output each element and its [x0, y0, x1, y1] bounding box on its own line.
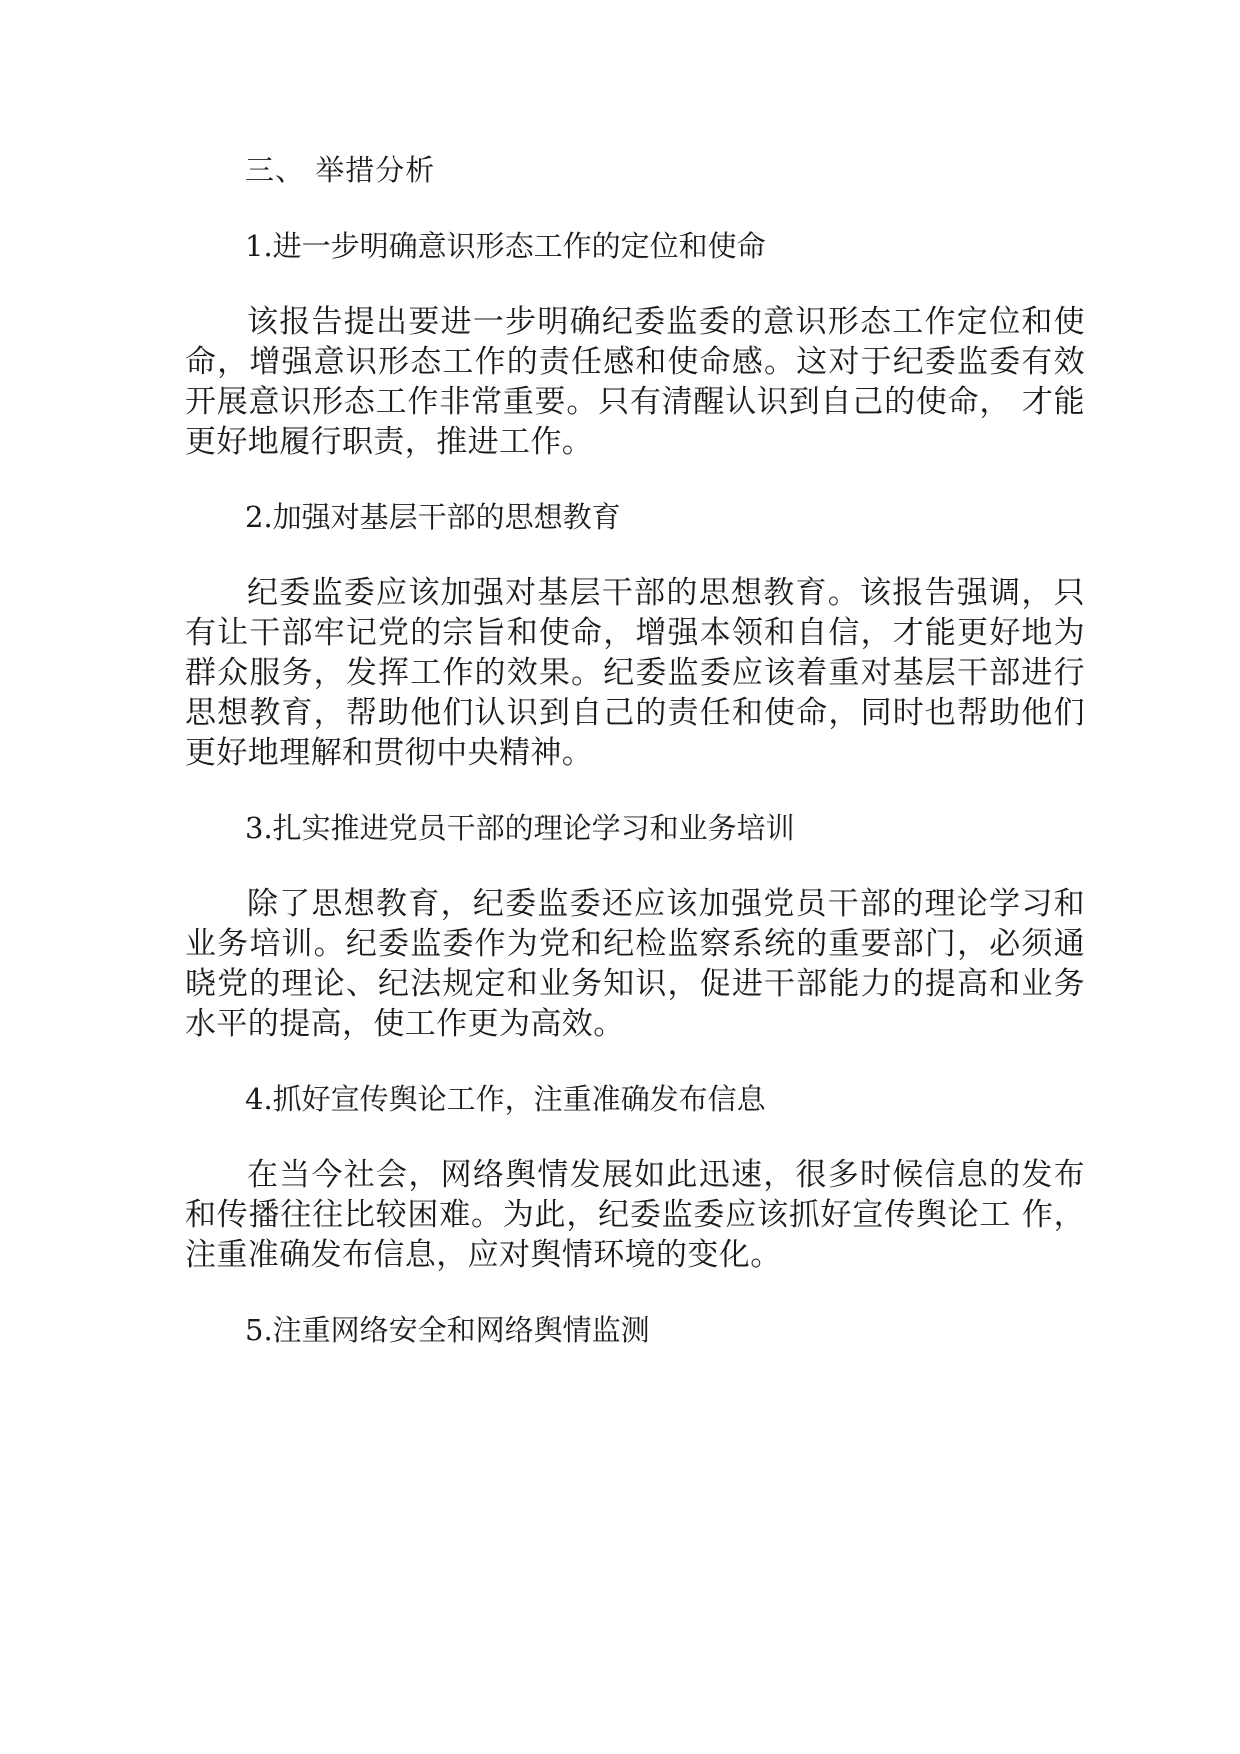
item-paragraph-2: 纪委监委应该加强对基层干部的思想教育。该报告强调，只有让干部牢记党的宗旨和使命，增强本领和自信，才能更好地为群众服务，发挥工作的效果。纪委监委应该着重对基层干部进行思想教育，帮助他们认识到自己的责任和使命，同时也帮助他们更好地理解和贯彻中央精神。	[185, 575, 1085, 771]
item-heading-4: 4.抓好宣传舆论工作，注重准确发布信息	[245, 1082, 766, 1116]
item-heading-1: 1.进一步明确意识形态工作的定位和使命	[245, 229, 766, 263]
item-paragraph-4: 在当今社会，网络舆情发展如此迅速，很多时候信息的发布和传播往往比较困难。为此，纪委监委应该抓好宣传舆论工 作，注重准确发布信息，应对舆情环境的变化。	[185, 1157, 1085, 1273]
item-paragraph-3: 除了思想教育，纪委监委还应该加强党员干部的理论学习和业务培训。纪委监委作为党和纪检监察系统的重要部门，必须通晓党的理论、纪法规定和业务知识，促进干部能力的提高和业务水平的提高，使工作更为高效。	[185, 886, 1085, 1042]
document-body	[185, 150, 1085, 1386]
item-heading-3: 3.扎实推进党员干部的理论学习和业务培训	[245, 811, 795, 845]
item-heading-2: 2.加强对基层干部的思想教育	[245, 500, 621, 534]
item-heading-5: 5.注重网络安全和网络舆情监测	[245, 1313, 650, 1347]
item-paragraph-1: 该报告提出要进一步明确纪委监委的意识形态工作定位和使命，增强意识形态工作的责任感和使命感。这对于纪委监委有效开展意识形态工作非常重要。只有清醒认识到自己的使命， 才能更好地履行职责，推进工作。	[185, 304, 1085, 460]
section-title: 三、 举措分析	[245, 153, 436, 187]
